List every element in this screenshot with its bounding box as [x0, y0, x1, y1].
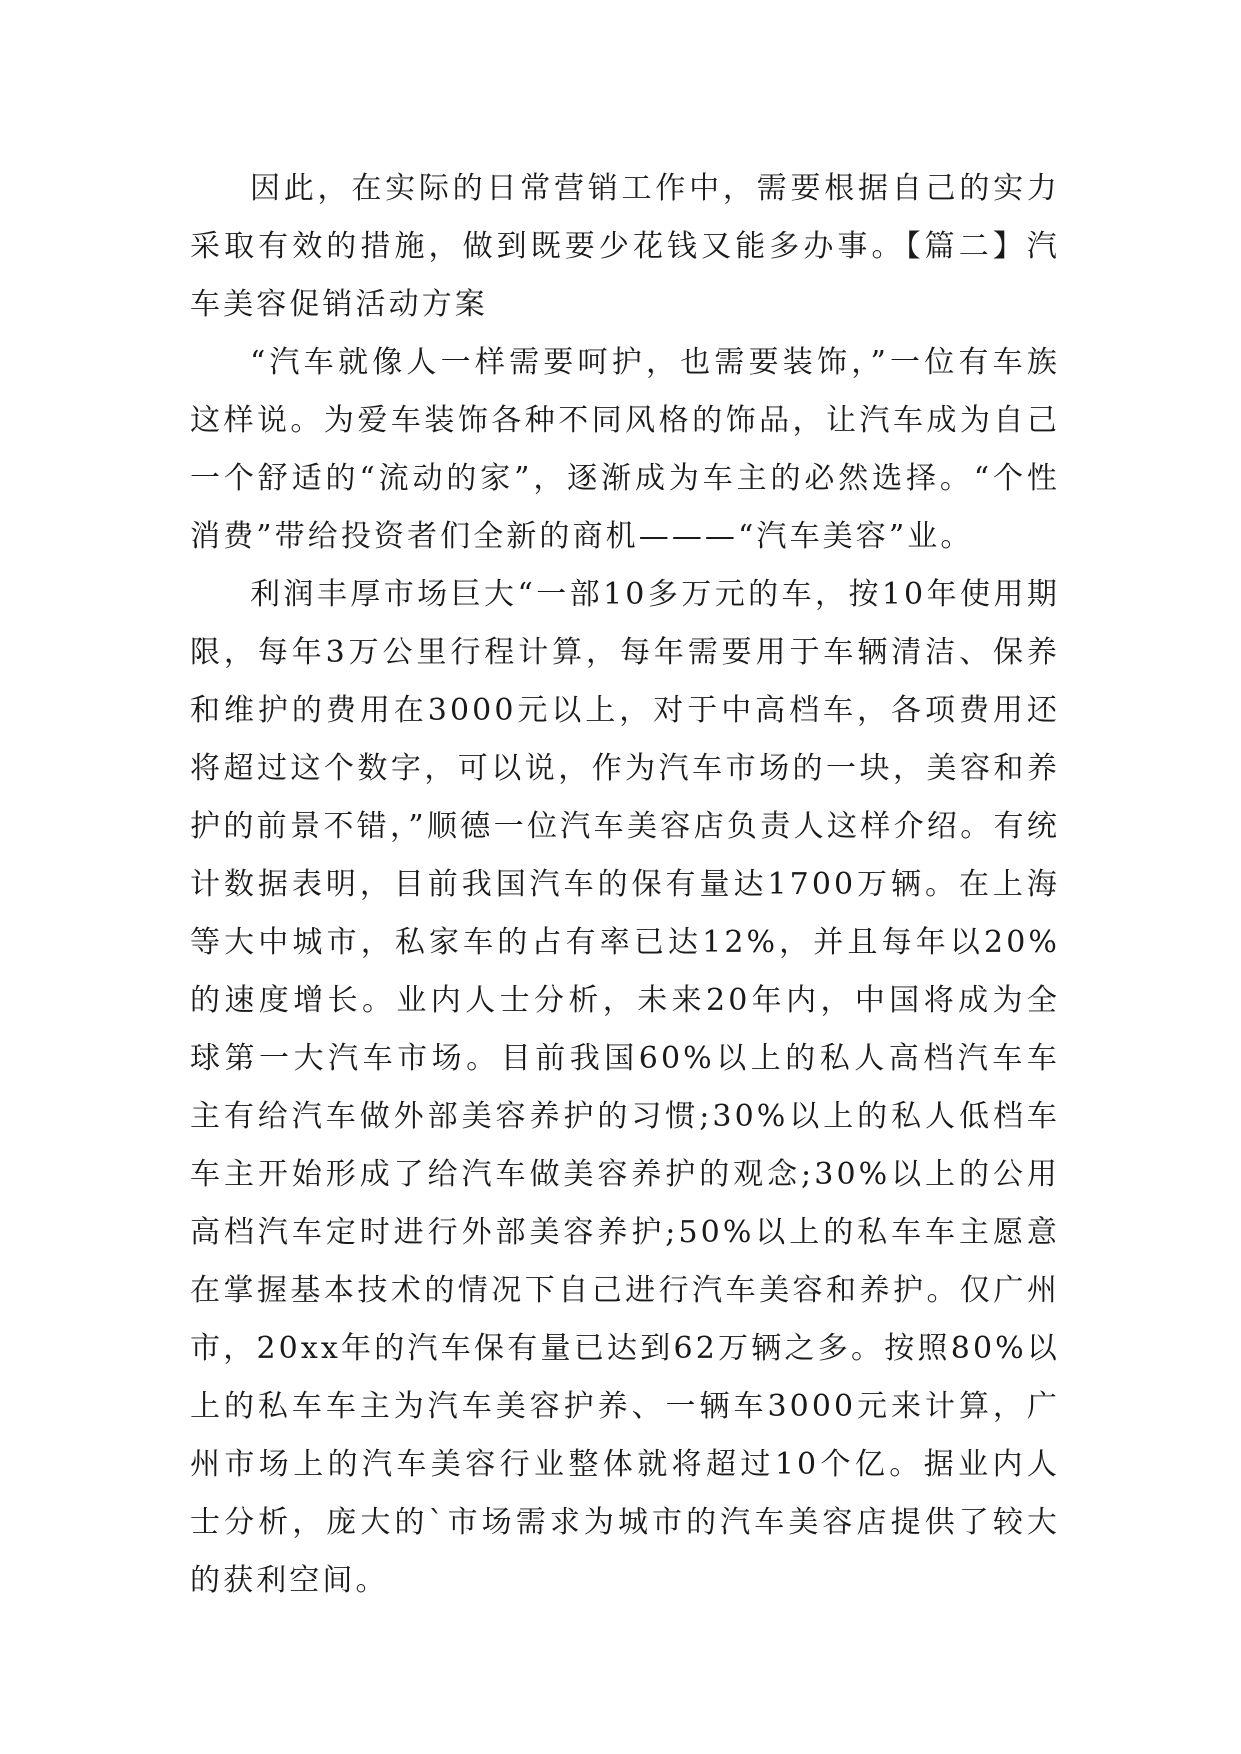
document-body — [190, 160, 1060, 1610]
paragraph-intro-quote: “汽车就像人一样需要呵护，也需要装饰，”一位有车族这样说。为爱车装饰各种不同风格的饰品，让汽车成为自己一个舒适的“流动的家”，逐渐成为车主的必然选择。“个性消费”带给投资者们全新的商机———“汽车美容”业。 — [190, 345, 1060, 554]
paragraph-conclusion: 因此，在实际的日常营销工作中，需要根据自己的实力采取有效的措施，做到既要少花钱又能多办事。【篇二】汽车美容促销活动方案 — [190, 171, 1060, 322]
paragraph-market-analysis: 利润丰厚市场巨大“一部10多万元的车，按10年使用期限，每年3万公里行程计算，每年需要用于车辆清洁、保养和维护的费用在3000元以上，对于中高档车，各项费用还将超过这个数字，可以说，作为汽车市场的一块，美容和养护的前景不错，”顺德一位汽车美容店负责人这样介绍。有统计数据表明，目前我国汽车的保有量达1700万辆。在上海等大中城市，私家车的占有率已达12%，并且每年以20%的速度增长。业内人士分析，未来20年内，中国将成为全球第一大汽车市场。目前我国60%以上的私人高档汽车车主有给汽车做外部美容养护的习惯;30%以上的私人低档车车主开始形成了给汽车做美容养护的观念;30%以上的公用高档汽车定时进行外部美容养护;50%以上的私车车主愿意在掌握基本技术的情况下自己进行汽车美容和养护。仅广州市，20xx年的汽车保有量已达到62万辆之多。按照80%以上的私车车主为汽车美容护养、一辆车3000元来计算，广州市场上的汽车美容行业整体就将超过10个亿。据业内人士分析，庞大的`市场需求为城市的汽车美容店提供了较大的获利空间。 — [190, 577, 1060, 1598]
